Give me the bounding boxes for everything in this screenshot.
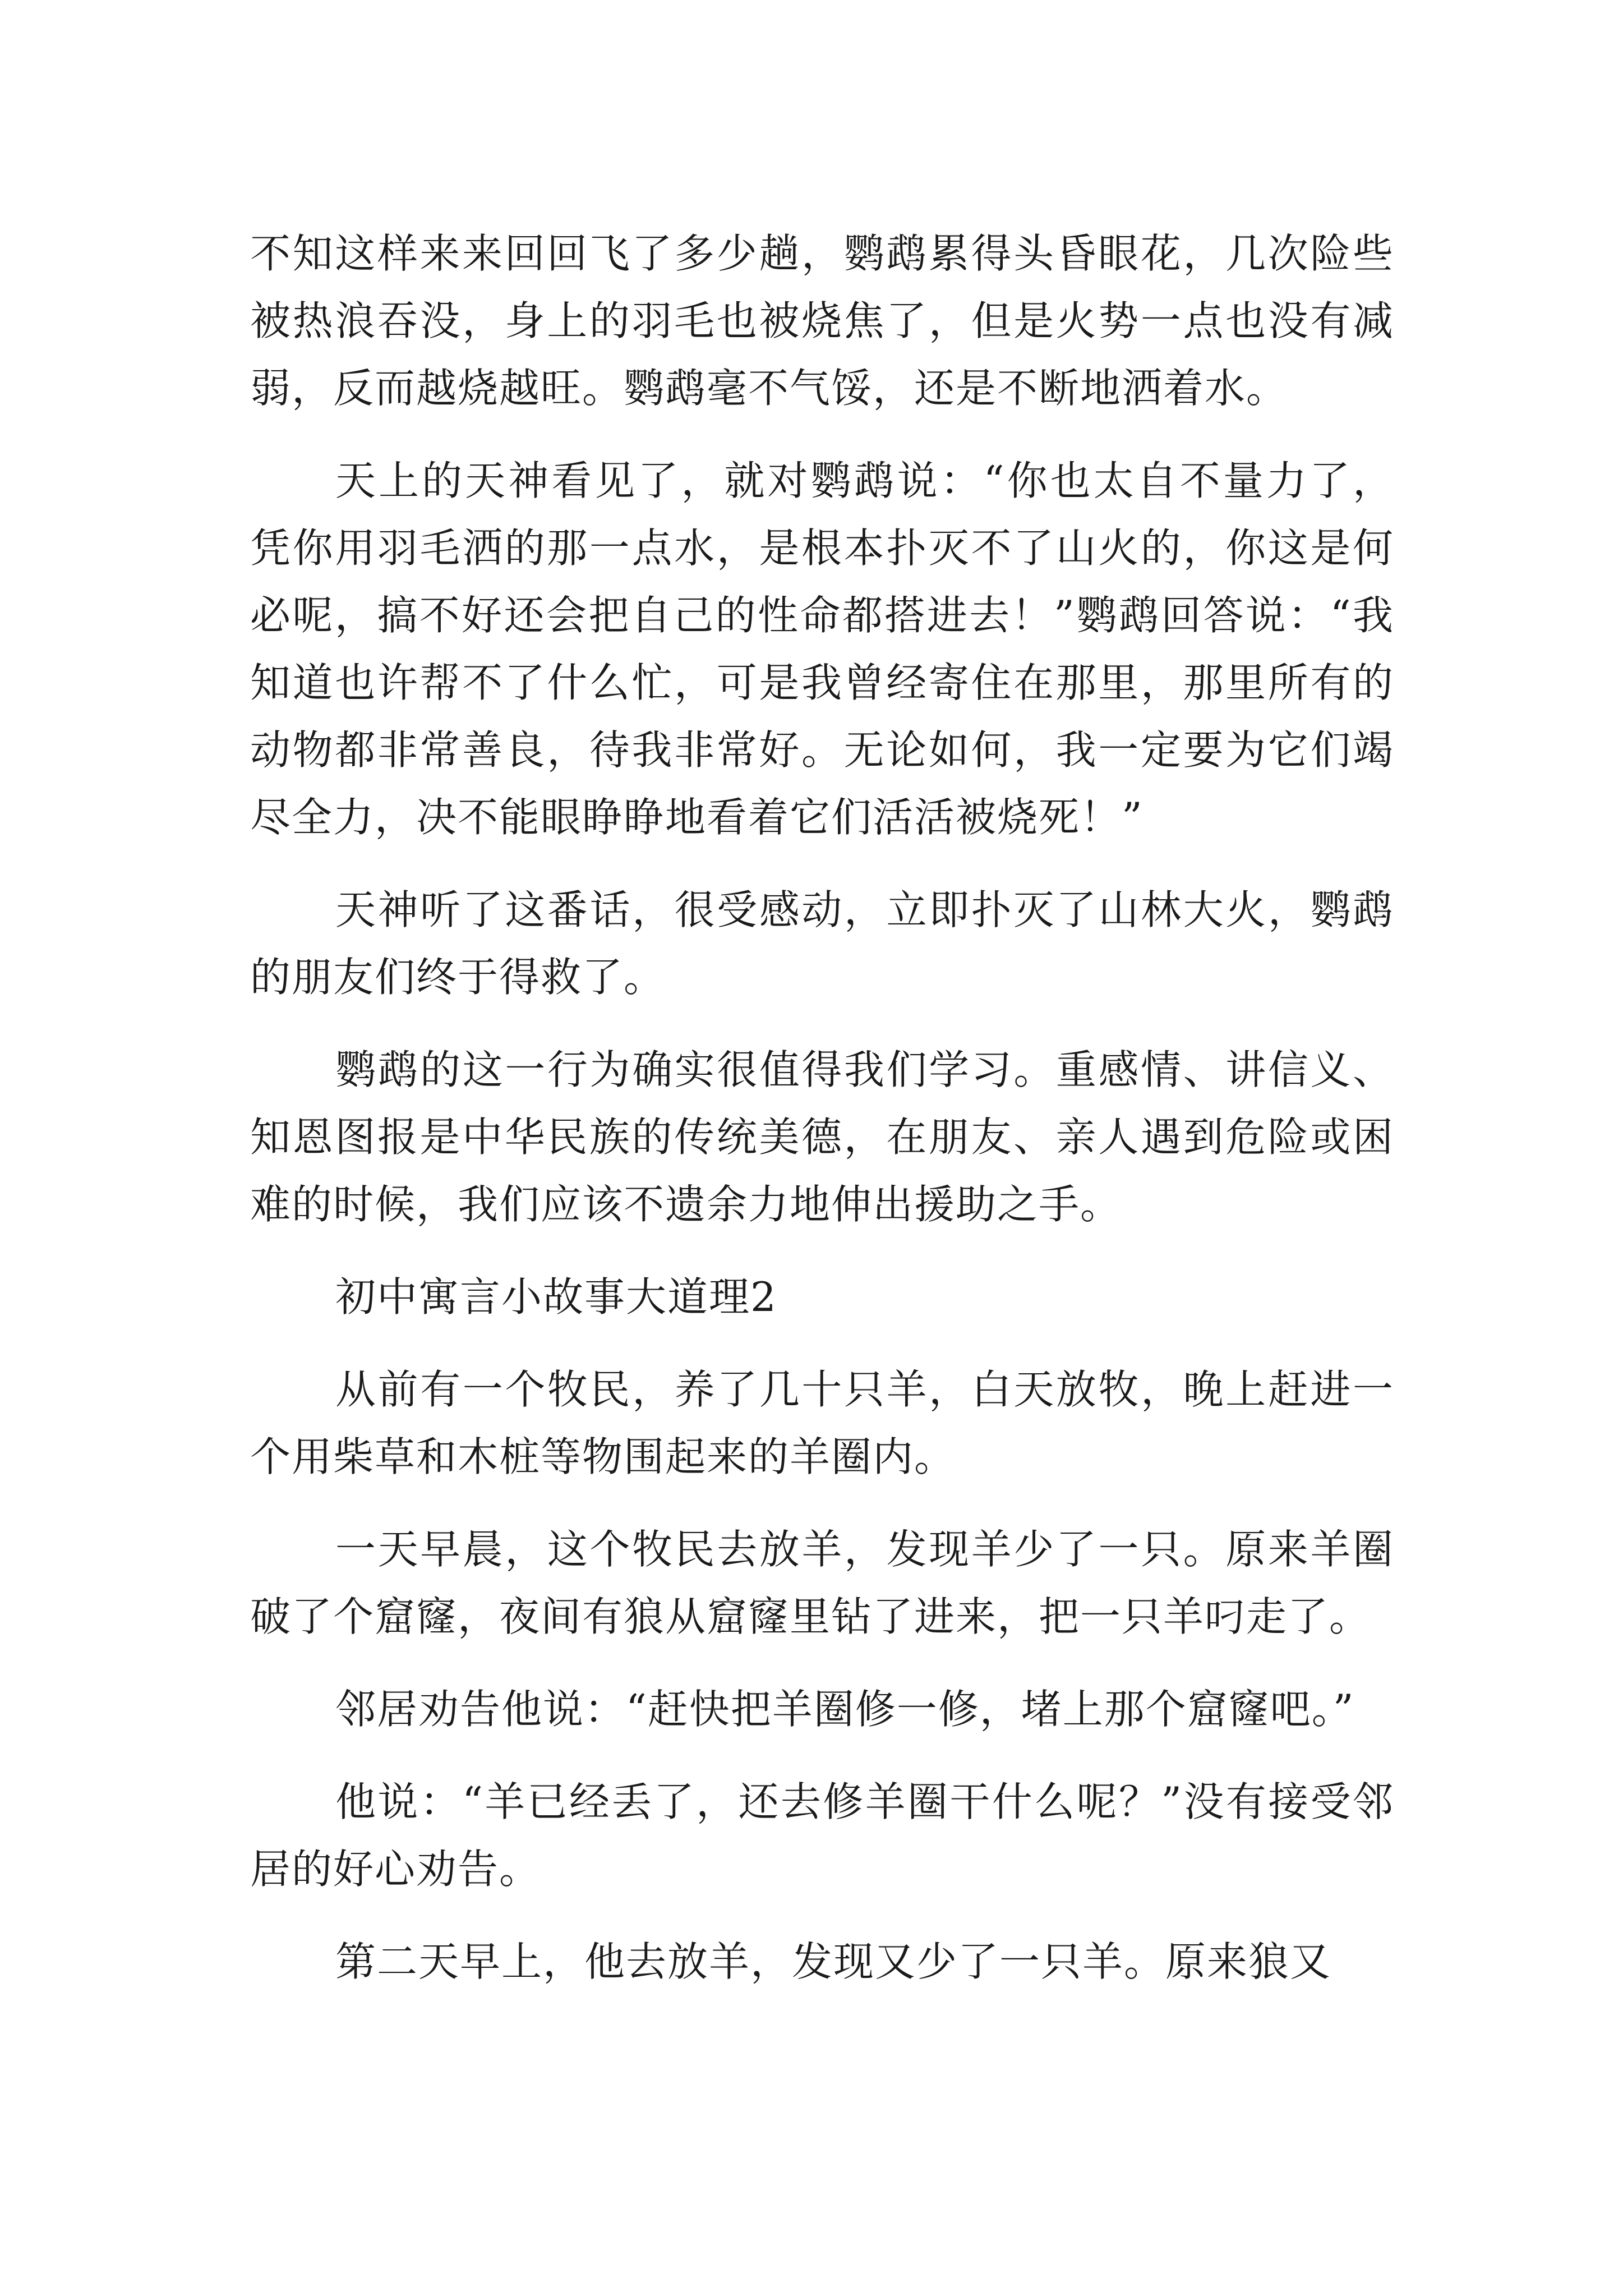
document-body: [250, 220, 1394, 2021]
paragraph-2: 天上的天神看见了，就对鹦鹉说：“你也太自不量力了，凭你用羽毛洒的那一点水，是根本扑灭不了山火的，你这是何必呢，搞不好还会把自己的性命都搭进去！”鹦鹉回答说：“我知道也许帮不了什么忙，可是我曾经寄住在那里，那里所有的动物都非常善良，待我非常好。无论如何，我一定要为它们竭尽全力，决不能眼睁睁地看着它们活活被烧死！”: [250, 457, 1394, 841]
paragraph-7: 一天早晨，这个牧民去放羊，发现羊少了一只。原来羊圈破了个窟窿，夜间有狼从窟窿里钻了进来，把一只羊叼走了。: [250, 1526, 1394, 1640]
paragraph-4: 鹦鹉的这一行为确实很值得我们学习。重感情、讲信义、知恩图报是中华民族的传统美德，在朋友、亲人遇到危险或困难的时候，我们应该不遗余力地伸出援助之手。: [250, 1046, 1394, 1228]
paragraph-10: 第二天早上，他去放羊，发现又少了一只羊。原来狼又: [335, 1938, 1332, 1985]
paragraph-1: 不知这样来来回回飞了多少趟，鹦鹉累得头昏眼花，几次险些被热浪吞没，身上的羽毛也被烧焦了，但是火势一点也没有减弱，反而越烧越旺。鹦鹉毫不气馁，还是不断地洒着水。: [250, 230, 1394, 412]
paragraph-8: 邻居劝告他说：“赶快把羊圈修一修，堵上那个窟窿吧。”: [335, 1686, 1355, 1733]
paragraph-9: 他说：“羊已经丢了，还去修羊圈干什么呢？”没有接受邻居的好心劝告。: [250, 1778, 1394, 1893]
paragraph-6: 从前有一个牧民，养了几十只羊，白天放牧，晚上赶进一个用柴草和木桩等物围起来的羊圈内。: [250, 1366, 1394, 1480]
paragraph-3: 天神听了这番话，很受感动，立即扑灭了山林大火，鹦鹉的朋友们终于得救了。: [250, 886, 1394, 1001]
section-heading: 初中寓言小故事大道理2: [335, 1273, 777, 1320]
